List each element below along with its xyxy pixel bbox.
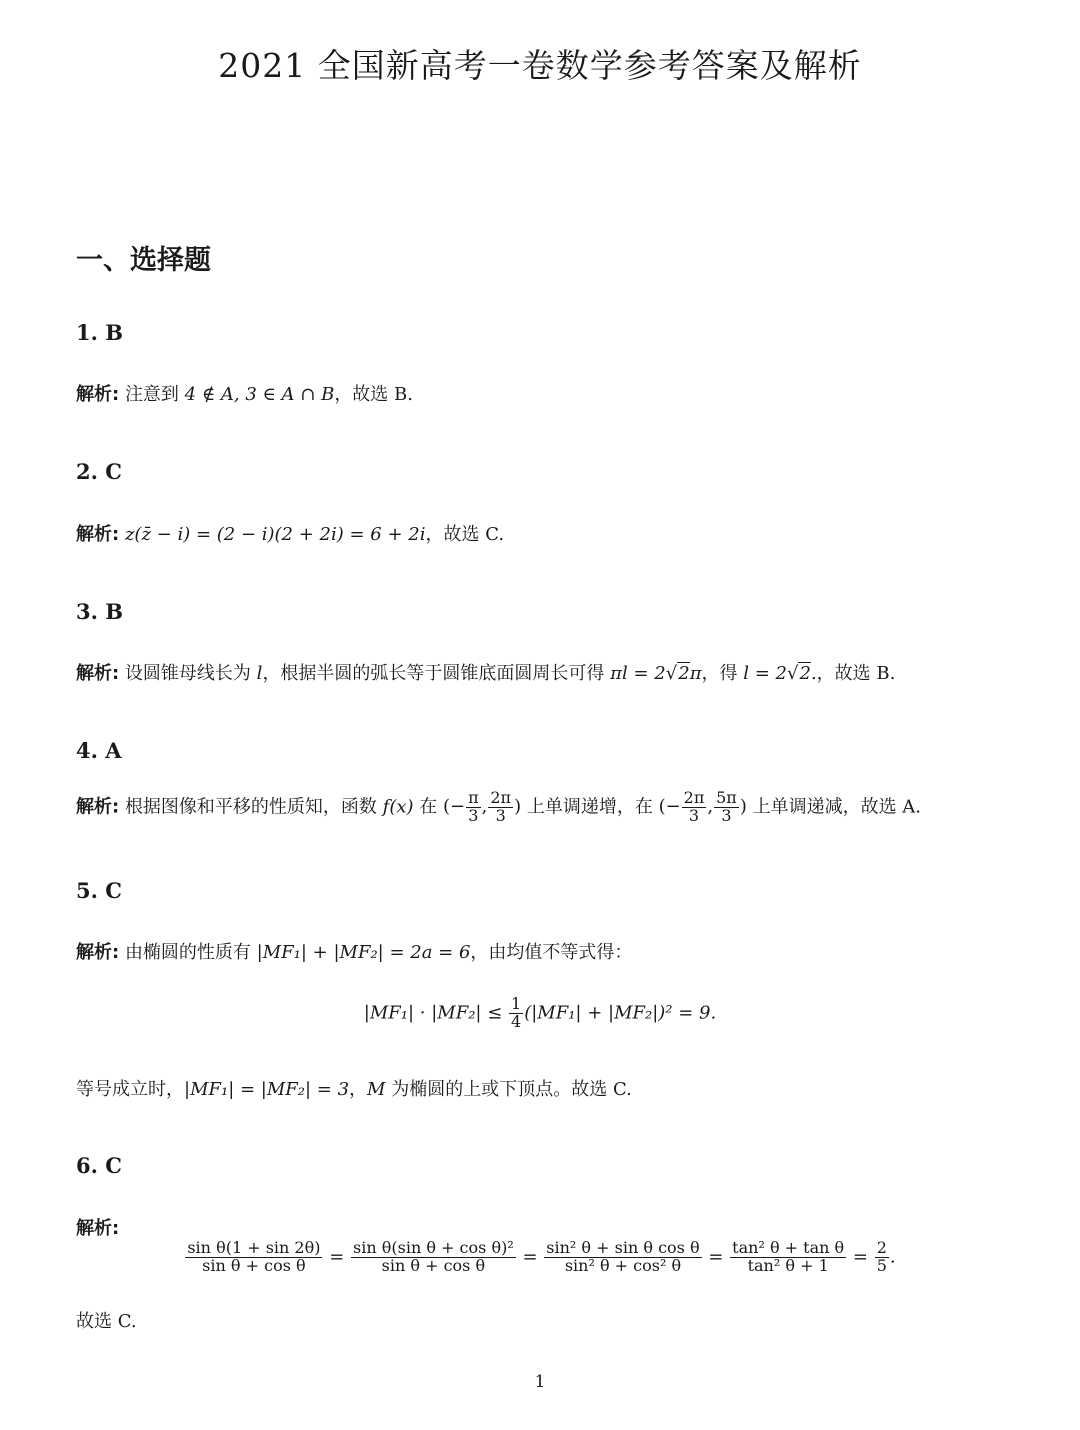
question-2-answer: 2. C xyxy=(76,459,122,484)
q5-display-equation: |MF₁| · |MF₂| ≤ $\frac{1}{4}$ (|MF₁| + |MF₂|)² = 9. xyxy=(363,994,717,1031)
page-number: 1 xyxy=(534,1372,546,1392)
analysis-label: 解析: xyxy=(76,663,120,684)
q4-interval-2: (− $\frac{2\pi}{3}$ , $\frac{5\pi}{3}$ ) xyxy=(658,788,747,825)
question-3-answer: 3. B xyxy=(76,599,123,624)
analysis-label: 解析: xyxy=(76,796,120,818)
analysis-label: 解析: xyxy=(76,942,120,963)
analysis-label: 解析: xyxy=(76,1218,120,1239)
analysis-label: 解析: xyxy=(76,524,120,545)
question-1-analysis xyxy=(76,380,413,406)
q1-math: 4 ∉ A, 3 ∈ A ∩ B xyxy=(184,384,335,405)
q3-conclusion: ，故选 B. xyxy=(816,663,896,684)
q4-text-a: 根据图像和平移的性质知，函数 xyxy=(124,796,377,818)
question-6-analysis xyxy=(76,1214,119,1240)
question-6-answer: 6. C xyxy=(76,1153,122,1178)
q3-text-b: ，根据半圆的弧长等于圆锥底面圆周长可得 xyxy=(262,663,605,684)
q3-text-a: 设圆锥母线长为 xyxy=(124,663,251,684)
q5-text-b: ，由均值不等式得： xyxy=(470,942,633,963)
q6-term-4: $\frac{\text{tan² θ + tan θ}}{\text{tan² θ + 1}}$ xyxy=(732,1238,845,1275)
question-5-analysis xyxy=(76,938,632,964)
q1-text: 注意到 xyxy=(124,384,179,405)
q3-eq2: l = 2√2. xyxy=(743,663,817,684)
q3-text-c: ，得 xyxy=(701,663,738,684)
document-title: 2021 全国新高考一卷数学参考答案及解析 xyxy=(218,46,862,85)
analysis-label: 解析: xyxy=(76,384,120,405)
question-6-conclusion: 故选 C. xyxy=(76,1311,137,1332)
q4-fx: f(x) xyxy=(382,796,414,818)
q3-eq1: πl = 2√2π xyxy=(610,663,702,684)
q4-interval-1: (− $\frac{\pi}{3}$ , $\frac{2\pi}{3}$ ) xyxy=(443,788,522,825)
question-5-conclusion: 等号成立时，|MF₁| = |MF₂| = 3，M 为椭圆的上或下顶点。故选 C. xyxy=(76,1079,632,1100)
q6-display-equation: $\frac{\text{sin θ(1 + sin 2θ)}}{\text{sin θ + cos θ}}$ = $\frac{\text{sin θ(sin θ + cos θ)²}}{\text{sin θ + cos θ}}$ = $\frac{\text{sin² θ + sin θ cos θ}}{\text{sin² θ + cos² θ}}$ = $\frac{\text{tan² θ + tan θ}}{\text{tan² θ + 1}}$ = $\frac{2}{5}$ . xyxy=(187,1238,896,1275)
q6-term-1: $\frac{\text{sin θ(1 + sin 2θ)}}{\text{sin θ + cos θ}}$ xyxy=(187,1238,321,1275)
q5-text-a: 由椭圆的性质有 xyxy=(124,942,251,963)
q6-term-3: $\frac{\text{sin² θ + sin θ cos θ}}{\text{sin² θ + cos² θ}}$ xyxy=(546,1238,700,1275)
question-3-analysis xyxy=(76,659,895,685)
question-1-answer: 1. B xyxy=(76,320,123,345)
q3-var-l: l xyxy=(256,663,263,684)
question-2-analysis xyxy=(76,520,504,546)
q6-term-5: $\frac{2}{5}$ xyxy=(876,1238,887,1275)
q4-text-c: 上单调递增，在 xyxy=(526,796,653,818)
q2-conclusion: ，故选 C. xyxy=(425,524,505,545)
q4-conclusion: 上单调递减，故选 A. xyxy=(752,796,922,818)
question-4-answer: 4. A xyxy=(76,738,122,763)
section-heading: 一、选择题 xyxy=(76,245,211,276)
q5-eq-a: |MF₁| + |MF₂| = 2a = 6 xyxy=(256,942,471,963)
q1-conclusion: ，故选 B. xyxy=(334,384,413,405)
q4-text-b: 在 xyxy=(419,796,438,818)
question-4-analysis xyxy=(76,790,921,825)
question-5-answer: 5. C xyxy=(76,878,122,903)
q2-math: z(z̄ − i) = (2 − i)(2 + 2i) = 6 + 2i xyxy=(124,524,426,545)
q6-term-2: $\frac{\text{sin θ(sin θ + cos θ)²}}{\text{sin θ + cos θ}}$ xyxy=(353,1238,514,1275)
